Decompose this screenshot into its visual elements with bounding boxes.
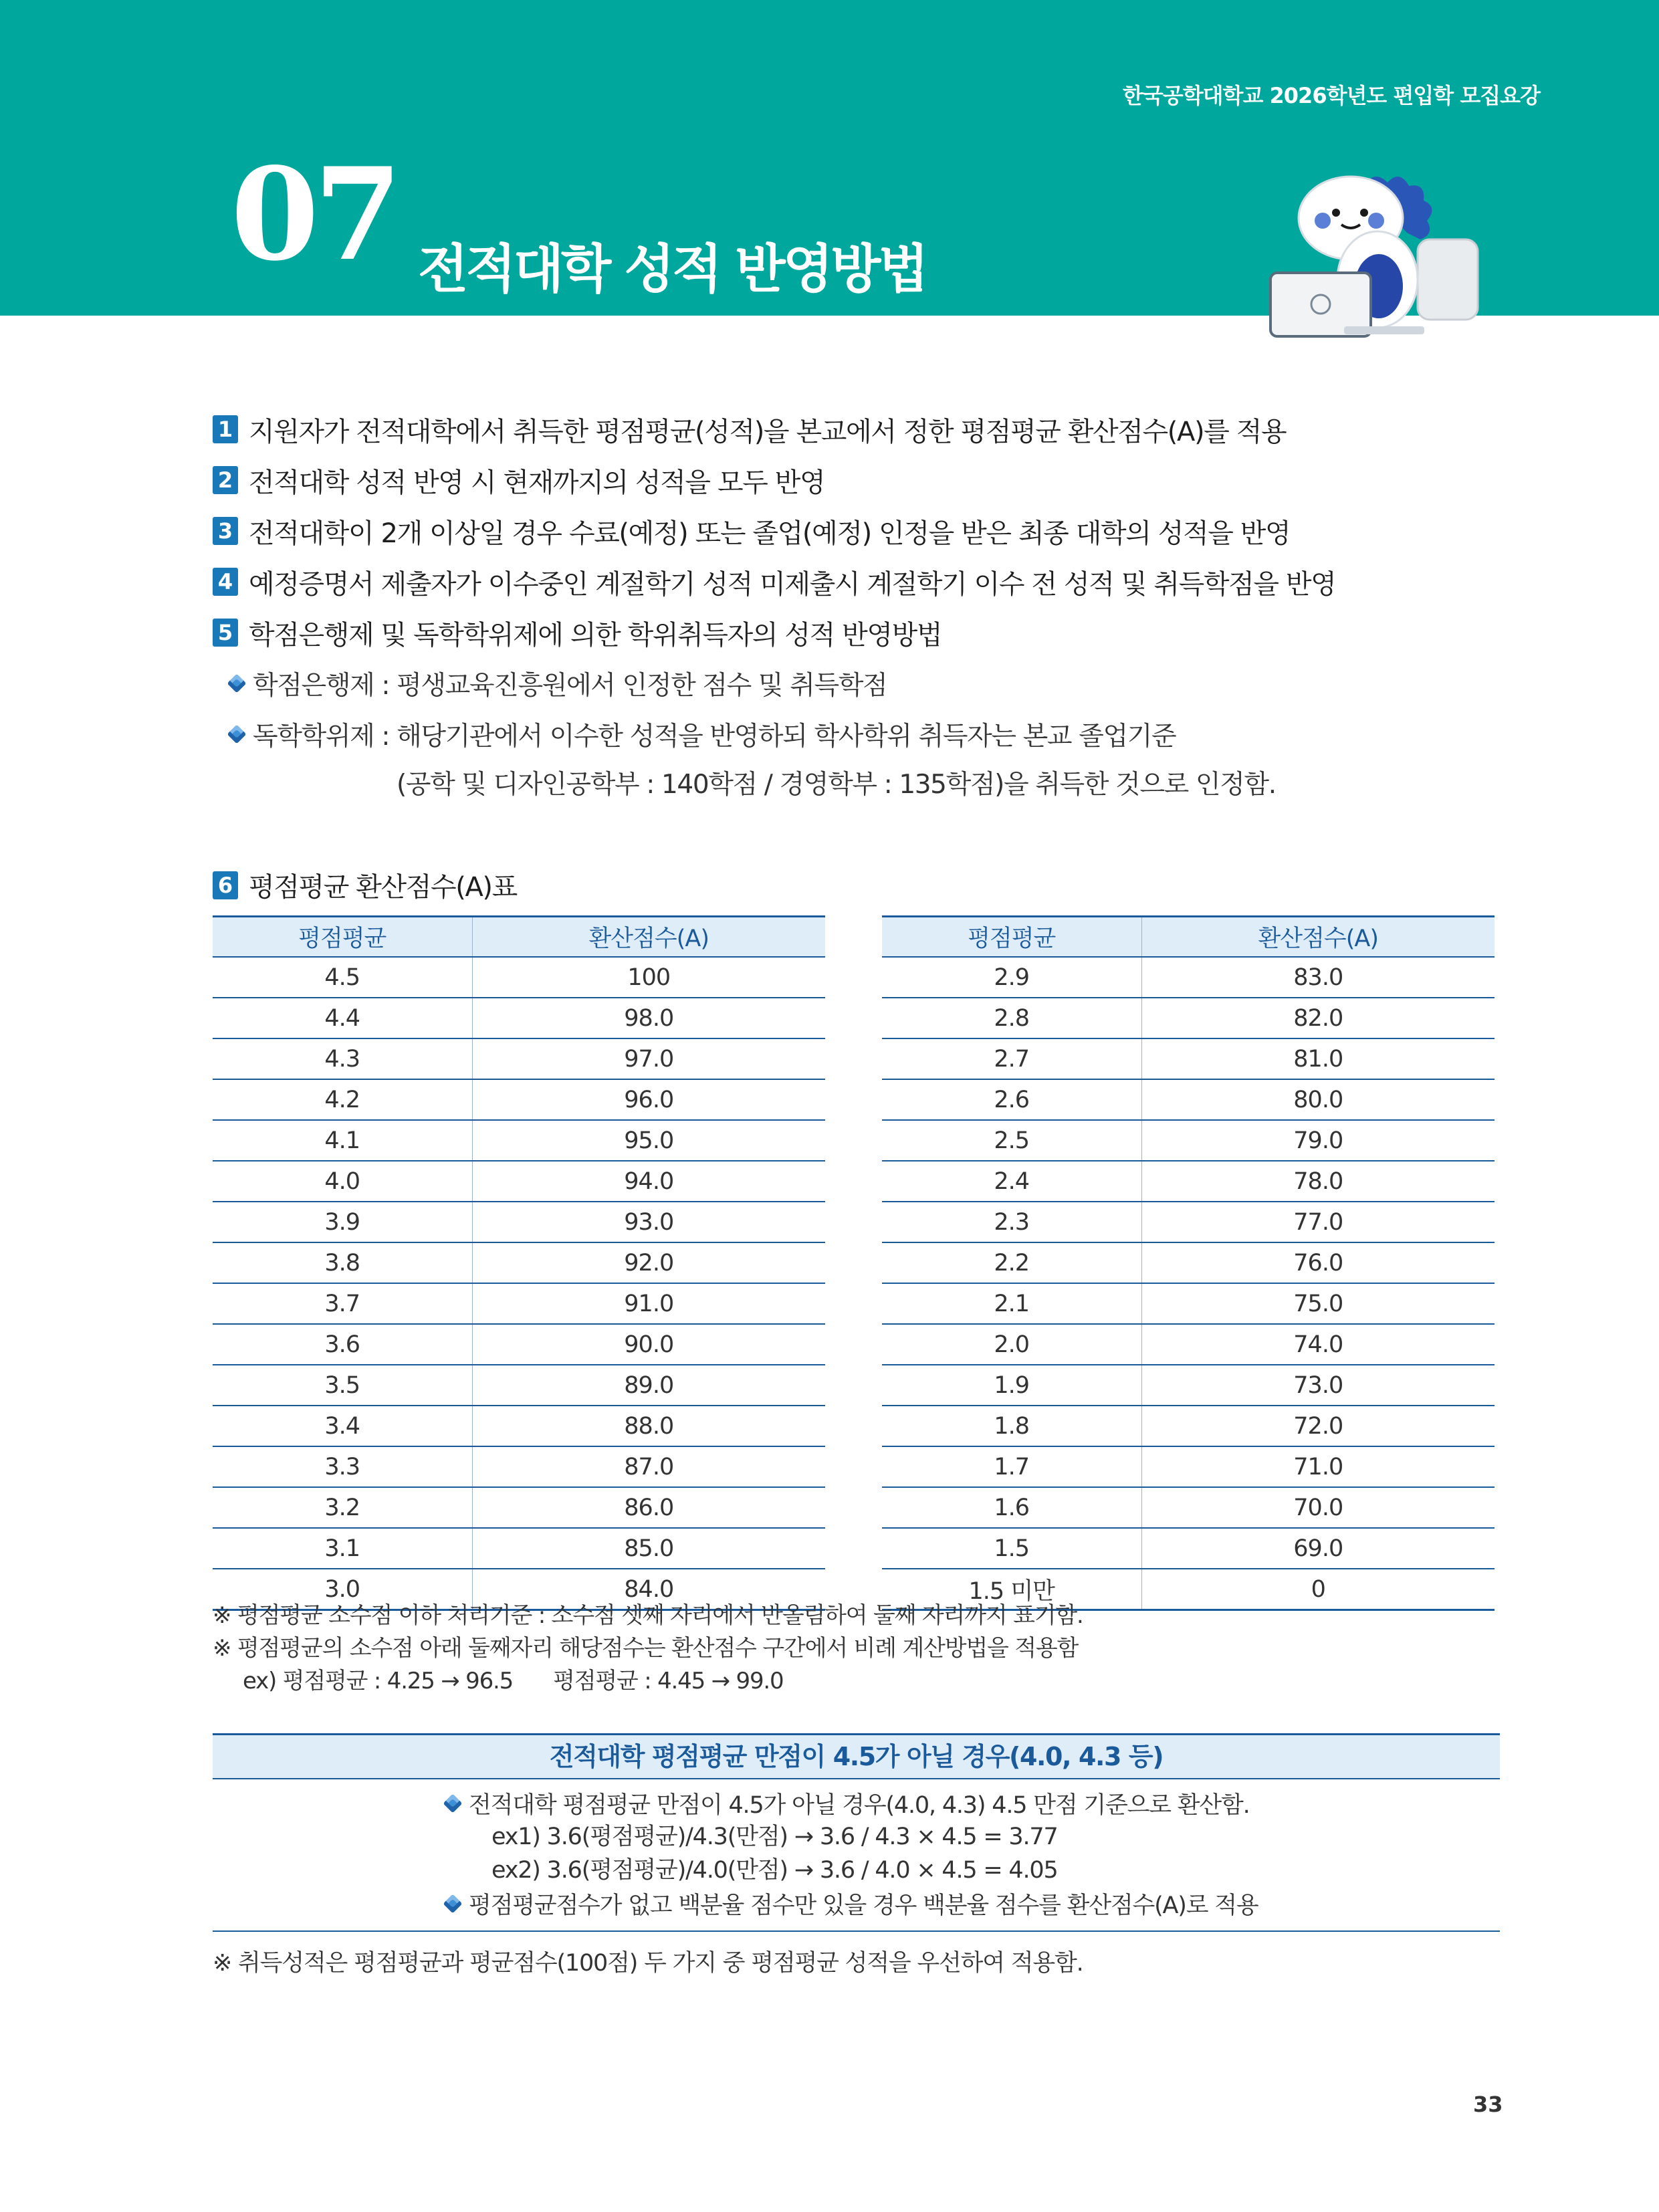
table-row	[213, 1038, 825, 1079]
cube-bullet-icon	[227, 725, 247, 744]
mascot-illustration	[1264, 159, 1491, 353]
gpa-cell: 4.2	[213, 1079, 472, 1120]
example-a: ex) 평점평균 : 4.25 → 96.5	[243, 1668, 514, 1694]
score-cell: 98.0	[472, 998, 825, 1038]
score-cell: 83.0	[1141, 957, 1495, 998]
score-cell: 72.0	[1141, 1406, 1495, 1446]
column-header-gpa: 평점평균	[882, 917, 1141, 958]
score-cell: 88.0	[472, 1406, 825, 1446]
score-cell: 94.0	[472, 1161, 825, 1202]
score-cell: 86.0	[472, 1487, 825, 1528]
score-cell: 77.0	[1141, 1202, 1495, 1242]
gpa-cell: 3.2	[213, 1487, 472, 1528]
rule-item	[213, 455, 1335, 506]
gpa-cell: 4.3	[213, 1038, 472, 1079]
score-cell: 93.0	[472, 1202, 825, 1242]
table-title	[213, 866, 517, 904]
column-header-score: 환산점수(A)	[1141, 917, 1495, 958]
score-cell: 80.0	[1141, 1079, 1495, 1120]
column-header-gpa: 평점평균	[213, 917, 472, 958]
table-row	[213, 1528, 825, 1569]
score-cell: 76.0	[1141, 1242, 1495, 1283]
table-row	[213, 1161, 825, 1202]
score-cell: 84.0	[472, 1569, 825, 1610]
gpa-cell: 1.5 미만	[882, 1569, 1141, 1610]
score-cell: 75.0	[1141, 1283, 1495, 1324]
score-cell: 96.0	[472, 1079, 825, 1120]
cube-bullet-icon	[443, 1794, 463, 1813]
note-example	[213, 1665, 1083, 1698]
table-notes	[213, 1599, 1083, 1698]
gpa-cell: 2.1	[882, 1283, 1141, 1324]
table-row	[213, 1120, 825, 1161]
gpa-cell: 3.4	[213, 1406, 472, 1446]
note-proportional: ※ 평점평균의 소수점 아래 둘째자리 해당점수는 환산점수 구간에서 비례 계산방법을 적용함	[213, 1635, 1079, 1662]
score-cell: 85.0	[472, 1528, 825, 1569]
sub-item-continuation: (공학 및 디자인공학부 : 140학점 / 경영학부 : 135학점)을 취득한 것으로 인정함.	[397, 770, 1276, 800]
example-b: 평점평균 : 4.45 → 99.0	[553, 1668, 784, 1694]
table-row	[213, 1487, 825, 1528]
rule-text: 전적대학이 2개 이상일 경우 수료(예정) 또는 졸업(예정) 인정을 받은 최종 대학의 성적을 반영	[249, 518, 1291, 549]
score-cell: 71.0	[1141, 1446, 1495, 1487]
gpa-cell: 2.5	[882, 1120, 1141, 1161]
sub-item-self-study	[213, 709, 1335, 760]
score-cell: 90.0	[472, 1324, 825, 1365]
gpa-cell: 1.8	[882, 1406, 1141, 1446]
final-note: ※ 취득성적은 평점평균과 평균점수(100점) 두 가지 중 평점평균 성적을 우선하여 적용함.	[213, 1950, 1083, 1977]
cube-bullet-icon	[443, 1894, 463, 1914]
table-row	[882, 1283, 1495, 1324]
table-row	[213, 1324, 825, 1365]
sub-item-credit-bank	[213, 658, 1335, 709]
table-row	[882, 1120, 1495, 1161]
rule-text: 전적대학 성적 반영 시 현재까지의 성적을 모두 반영	[249, 467, 825, 498]
table-row	[882, 998, 1495, 1038]
sub-item-text: 독학학위제 : 해당기관에서 이수한 성적을 반영하되 학사학위 취득자는 본교 졸업기준	[253, 722, 1176, 752]
score-cell: 70.0	[1141, 1487, 1495, 1528]
box-bullet	[445, 1887, 1258, 1920]
conversion-table-left	[213, 915, 825, 1611]
table-row	[882, 1202, 1495, 1242]
gpa-cell: 3.0	[213, 1569, 472, 1610]
gpa-cell: 3.1	[213, 1528, 472, 1569]
gpa-cell: 2.7	[882, 1038, 1141, 1079]
score-cell: 73.0	[1141, 1365, 1495, 1406]
score-cell: 82.0	[1141, 998, 1495, 1038]
cube-bullet-icon	[227, 674, 247, 693]
rule-text: 예정증명서 제출자가 이수중인 계절학기 성적 미제출시 계절학기 이수 전 성적 및 취득학점을 반영	[249, 568, 1336, 600]
rule-item	[213, 556, 1335, 607]
gpa-cell: 1.5	[882, 1528, 1141, 1569]
rule-item	[213, 607, 1335, 658]
gpa-cell: 3.9	[213, 1202, 472, 1242]
non-4-5-scale-heading: 전적대학 평점평균 만점이 4.5가 아닐 경우(4.0, 4.3 등)	[213, 1733, 1500, 1779]
conversion-table-right	[882, 915, 1495, 1611]
table-row	[213, 957, 825, 998]
table-row	[213, 998, 825, 1038]
table-row	[882, 1324, 1495, 1365]
gpa-cell: 2.2	[882, 1242, 1141, 1283]
gpa-cell: 2.6	[882, 1079, 1141, 1120]
table-row	[213, 1365, 825, 1406]
rule-item	[213, 506, 1335, 556]
table-row	[882, 1528, 1495, 1569]
table-title-text: 평점평균 환산점수(A)표	[249, 872, 517, 903]
table-row	[213, 1242, 825, 1283]
gpa-cell: 3.8	[213, 1242, 472, 1283]
number-badge: 6	[213, 871, 238, 899]
box-bullet	[445, 1787, 1258, 1820]
score-cell: 92.0	[472, 1242, 825, 1283]
rule-text: 학점은행제 및 독학학위제에 의한 학위취득자의 성적 반영방법	[249, 619, 942, 651]
gpa-cell: 3.7	[213, 1283, 472, 1324]
header-band	[0, 0, 1659, 316]
sub-item-text: 학점은행제 : 평생교육진흥원에서 인정한 점수 및 취득학점	[253, 671, 887, 701]
gpa-cell: 4.5	[213, 957, 472, 998]
table-row	[882, 1161, 1495, 1202]
number-badge: 5	[213, 619, 238, 647]
gpa-cell: 1.9	[882, 1365, 1141, 1406]
table-row	[213, 1079, 825, 1120]
box-example-2: ex2) 3.6(평점평균)/4.0(만점) → 3.6 / 4.0 × 4.5 = 4.05	[491, 1857, 1058, 1884]
table-row	[213, 1446, 825, 1487]
gpa-cell: 4.0	[213, 1161, 472, 1202]
rules-list	[213, 404, 1335, 810]
score-cell: 95.0	[472, 1120, 825, 1161]
score-cell: 100	[472, 957, 825, 998]
chapter-title: 전적대학 성적 반영방법	[418, 239, 926, 300]
gpa-cell: 2.3	[882, 1202, 1141, 1242]
score-cell: 78.0	[1141, 1161, 1495, 1202]
table-row	[882, 1406, 1495, 1446]
gpa-cell: 4.4	[213, 998, 472, 1038]
gpa-cell: 3.3	[213, 1446, 472, 1487]
box-example-1: ex1) 3.6(평점평균)/4.3(만점) → 3.6 / 4.3 × 4.5 = 3.77	[491, 1823, 1058, 1850]
table-row	[213, 1406, 825, 1446]
table-row	[213, 1283, 825, 1324]
rule-item	[213, 404, 1335, 455]
table-row	[213, 1202, 825, 1242]
gpa-cell: 2.9	[882, 957, 1141, 998]
table-row	[882, 957, 1495, 998]
score-cell: 79.0	[1141, 1120, 1495, 1161]
gpa-cell: 2.4	[882, 1161, 1141, 1202]
score-cell: 89.0	[472, 1365, 825, 1406]
chapter-number: 07	[231, 140, 397, 289]
page-number: 33	[1473, 2092, 1503, 2117]
score-cell: 74.0	[1141, 1324, 1495, 1365]
gpa-cell: 2.0	[882, 1324, 1141, 1365]
table-row	[882, 1079, 1495, 1120]
gpa-cell: 3.5	[213, 1365, 472, 1406]
gpa-cell: 4.1	[213, 1120, 472, 1161]
number-badge: 3	[213, 517, 238, 545]
gpa-cell: 2.8	[882, 998, 1141, 1038]
score-cell: 91.0	[472, 1283, 825, 1324]
table-row	[882, 1365, 1495, 1406]
score-cell: 0	[1141, 1569, 1495, 1610]
score-cell: 81.0	[1141, 1038, 1495, 1079]
table-row	[882, 1487, 1495, 1528]
column-header-score: 환산점수(A)	[472, 917, 825, 958]
gpa-cell: 1.7	[882, 1446, 1141, 1487]
table-row	[882, 1446, 1495, 1487]
box-text: 평점평균점수가 없고 백분율 점수만 있을 경우 백분율 점수를 환산점수(A)로 적용	[469, 1892, 1258, 1919]
score-cell: 69.0	[1141, 1528, 1495, 1569]
box-bottom-rule	[213, 1930, 1500, 1932]
gpa-cell: 3.6	[213, 1324, 472, 1365]
score-cell: 87.0	[472, 1446, 825, 1487]
number-badge: 1	[213, 415, 238, 443]
number-badge: 2	[213, 466, 238, 494]
table-row	[882, 1038, 1495, 1079]
number-badge: 4	[213, 568, 238, 596]
score-cell: 97.0	[472, 1038, 825, 1079]
rule-text: 지원자가 전적대학에서 취득한 평점평균(성적)을 본교에서 정한 평점평균 환산점수(A)를 적용	[249, 416, 1287, 447]
gpa-cell: 1.6	[882, 1487, 1141, 1528]
box-text: 전적대학 평점평균 만점이 4.5가 아닐 경우(4.0, 4.3) 4.5 만점 기준으로 환산함.	[469, 1792, 1250, 1819]
table-row	[882, 1242, 1495, 1283]
note-rounding: ※ 평점평균 소수점 이하 처리기준 : 소수점 셋째 자리에서 반올림하여 둘째 자리까지 표기함.	[213, 1602, 1083, 1629]
non-4-5-scale-body	[445, 1787, 1258, 1920]
document-subtitle: 한국공학대학교 2026학년도 편입학 모집요강	[1123, 83, 1540, 108]
